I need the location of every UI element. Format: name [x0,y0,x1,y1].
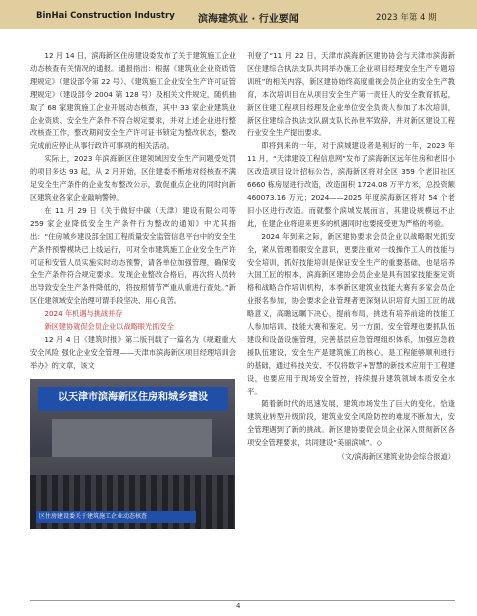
paragraph: 在 11 月 29 日《关于做好中碳（天津）建设有限公司等 259 家企业降低安全生产条件行为整改的通知》中尤其指出：“住房城乡建设部全国工程质量安全监管信息平台中的安全生产条件预警模块已上线运行，可对全市建筑施工企业安全生产许可证和安管人员实施实时动态预警，请各单位加强管理，确保安全生产条件符合规定要求。发现企业整改合格后，再次将人员转出导致安全生产条件降低的，将按照情节严重从重进行查处。”新区住建领域安全治理可谓手段坚决、用心良苦。 [30,205,236,306]
paragraph: 随着新时代的迅速发展，建筑市场发生了巨大的变化，恰逢建筑业转型升级阶段，建筑业安全风险防控的难度不断加大，安全管理遇到了新的挑战。新区建协要促会员企业深入贯彻新区各项安全管理要求，共同建设“美丽滨城”。◇ [247,399,455,448]
issue-number: 2023 年第 4 期 [376,13,437,23]
training-photo [30,379,235,529]
paragraph: 即将到来的一年，对于滨城建设者是利好的一年，2023 年 11 月，“天津建设工程信息网”发布了滨海新区远年住房和老旧小区改造项目设计招标公告，滨海新区将对全区 359 个老旧社区 6660 栋房屋进行改造，改造面积 1724.08 万平方米，总投资额 460073.16 万元；2024——2025 年度滨海新区将对 54 个老旧小区进行改造。而就整个滨城发展而言，其建设规模远不止此，在建企业将迎来更多的机遇同时也要接受更为严格的考验。 [247,141,455,228]
photo-screen-caption [36,511,196,523]
footer-divider [30,600,455,601]
paragraph: 刊登了“11 月 22 日，天津市滨海新区建协协会与天津市滨海新区住建综合执法支队共同举办施工企业项目经理安全生产专题培训班”的相关内容，新区建协始终高度重视会员企业的安全生产教育，本次培训目在从项目安全生产第一责任人的安全教育抓起，新区住建工程项目经理及企业单位安全负责人参加了本次培训，新区住建综合执法支队副支队长孙世军致辞，并对新区建设工程行业安全生产提出要求。 [247,51,455,138]
journal-section-title: 滨海建筑业 · 行业要闻 [198,14,299,25]
paragraph: 实际上，2023 年滨海新区住建领域因安全生产问题受处罚的项目多达 93 起，从 2 月开始，区住建委不断地对经核查不满足安全生产条件的企业发布整改公示，敦促重点企业的同时向新区建筑业各家企业敲响警钟。 [30,154,236,202]
paragraph: 12 月 14 日，滨海新区住房建设委发布了关于建筑施工企业动态核查有关情况的通报。通报指出：根据《建筑业企业资质管理规定》（建设部令第 22 号）、《建筑施工企业安全生产许可证管理规定》（建设部令 2004 第 128 号）及相关文件规定，随机抽取了 68 家建筑施工企业开展动态核查，其中 33 家企业建筑业企业资质、安全生产条件不符合规定要求，并对上述企业进行整改核查工作，整改期间安全生产许可证书锁定为整改状态，整改完成前应停止从事行政许可事项的相关活动。 [30,51,236,151]
paragraph: 2024 年到来之际，新区建协要求会员企业以战略眼光抓安全，紧从管理着眼安全意识，更要注重对一线操作工人的技能与安全培训，抓好技能培训是保证安全生产的重要基础，也是培养大国工匠的根本，滨海新区建协会员企业是具有国家技能鉴定资格和战略合作培训机构，本季新区建筑业技能大赛有多家会员企业报名参加，协会要求企业管理者更深刻认识培育大国工匠的战略意义，高瞻远瞩下决心，提前布局，挑选有培养前途的技能工人参加培训、技能大赛和鉴定。另一方面，安全管理也要抓队伍建设和设备设施管理，完善基层应急管理组织体系，加强应急救援队伍建设，安全生产是建筑施工的核心，是工程能够顺利进行的基础，通过科技关安、不仅将数字+智慧的新技术应用于工程建设，也要应用于现场安全管控，持续提升建筑领域本质安全水平。 [247,231,455,396]
paragraph: 12 月 4 日《建筑时报》第二版刊载了一篇名为《规避重大安全风险 强化企业安全管理——天津市滨海新区项目经理培训会举办》的文章，该文 [30,334,236,370]
photo-banner [38,387,228,411]
article-source: （文/滨海新区建筑业协会综合报道） [337,452,455,462]
photo-screen-caption-text: 区住房建设委关于建筑施工企业动态核查 [39,512,148,520]
section-subheading: 2024 年机遇与挑战并存 [44,309,123,319]
section-subheading: 新区建协就促会员企业以战略眼光抓安全 [44,322,174,332]
left-column [30,50,236,529]
page-header [0,0,477,29]
photo-banner-text: 以天津市滨海新区住房和城乡建设 [58,391,208,403]
page-number: 4 [236,602,241,610]
photo-stage [52,419,212,459]
right-column [247,50,455,464]
journal-english-title: BinHai Construction Industry [36,11,175,21]
